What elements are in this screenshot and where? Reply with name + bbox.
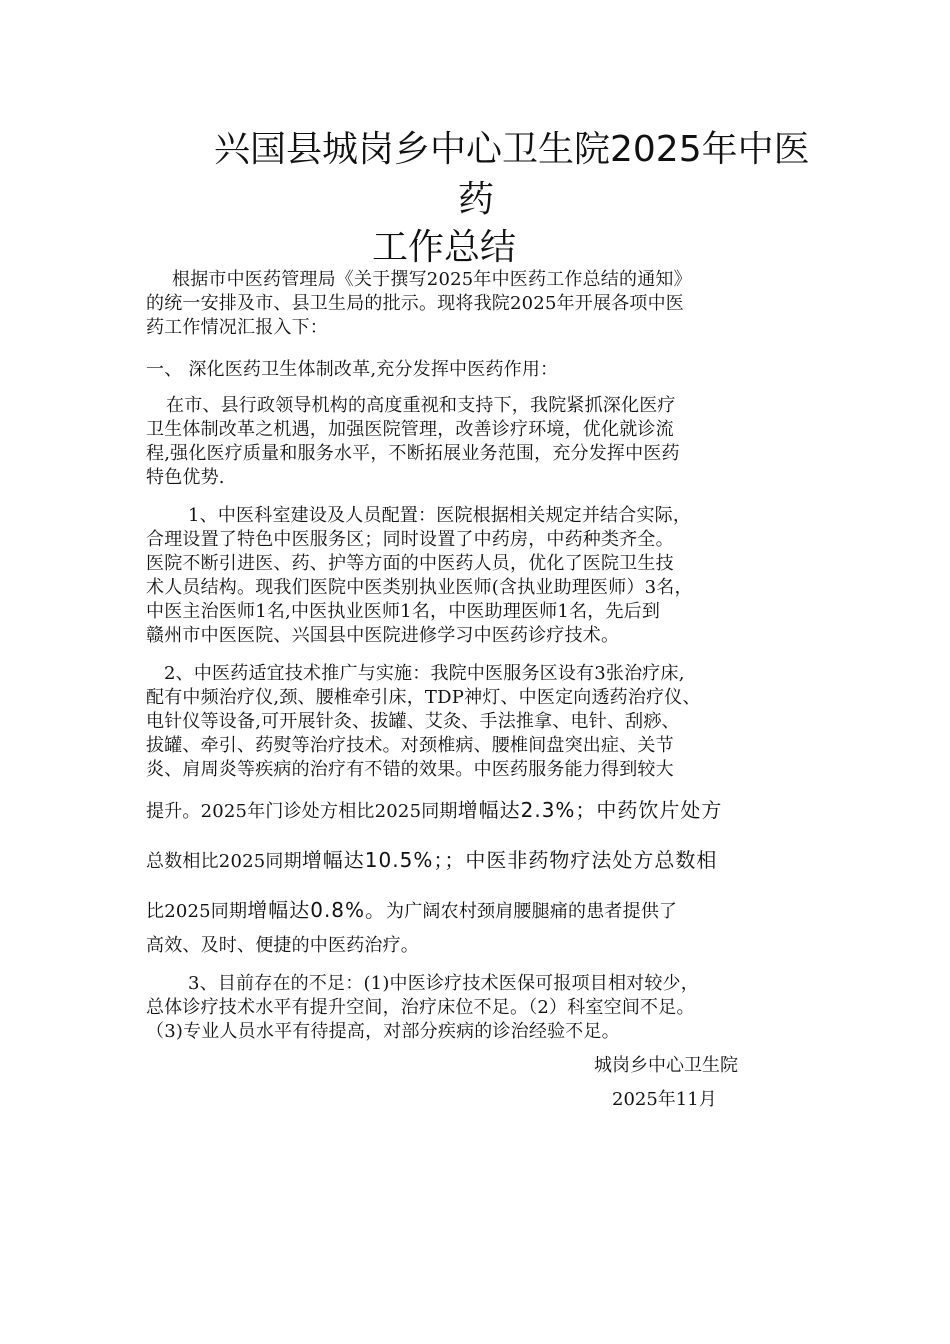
item-2-paragraph — [146, 662, 822, 782]
growth-text: 总数相比2025同期 — [146, 851, 302, 872]
item-2-growth-line-2 — [146, 848, 822, 874]
growth-line — [146, 798, 822, 824]
item-line: 医院不断引进医、药、护等方面的中医药人员，优化了医院卫生技 — [146, 553, 674, 574]
growth-text: 比2025同期 — [146, 901, 248, 922]
intro-line: 的统一安排及市、县卫生局的批示。现将我院2025年开展各项中医 — [146, 293, 685, 314]
item-line: 3、目前存在的不足：(1)中医诊疗技术医保可报项目相对较少， — [188, 973, 699, 994]
body-line: 卫生体制改革之机遇，加强医院管理，改善诊疗环境，优化就诊流 — [146, 419, 674, 440]
section-1-heading — [146, 358, 822, 382]
growth-figure: 增幅达0.8%。 — [247, 898, 387, 922]
item-2-growth-line-1 — [146, 798, 822, 824]
growth-line — [146, 848, 822, 874]
growth-figure: 增幅达2.3%；中药饮片处方 — [457, 798, 723, 822]
item-line: 1、中医科室建设及人员配置：医院根据相关规定并结合实际， — [188, 505, 692, 526]
growth-text: 提升。2025年门诊处方相比2025同期 — [146, 801, 458, 822]
growth-line — [146, 898, 822, 924]
signature-organization: 城岗乡中心卫生院 — [594, 1055, 738, 1076]
section-1-body — [146, 394, 822, 490]
growth-figure: 增幅达10.5%；；中医非药物疗法处方总数相 — [301, 848, 718, 872]
title-line-2: 药 — [458, 179, 495, 220]
body-line: 在市、县行政领导机构的高度重视和支持下，我院紧抓深化医疗 — [166, 395, 676, 416]
body-line: 特色优势. — [146, 467, 225, 488]
item-line: 赣州市中医医院、兴国县中医院进修学习中医药诊疗技术。 — [146, 625, 620, 646]
body-line: 程,强化医疗质量和服务水平，不断拓展业务范围，充分发挥中医药 — [146, 443, 680, 464]
item-line: 术人员结构。现我们医院中医类别执业医师(含执业助理医师）3名， — [146, 577, 693, 598]
item-line: 配有中频治疗仪,颈、腰椎牵引床，TDP神灯、中医定向透药治疗仪、 — [146, 687, 701, 708]
intro-line: 根据市中医药管理局《关于撰写2025年中医药工作总结的通知》 — [172, 269, 692, 290]
item-line: 炎、肩周炎等疾病的治疗有不错的效果。中医药服务能力得到较大 — [146, 759, 674, 780]
item-line: 合理设置了特色中医服务区；同时设置了中药房，中药种类齐全。 — [146, 529, 674, 550]
item-1-paragraph — [146, 504, 822, 648]
title-line-3: 工作总结 — [372, 227, 517, 268]
item-line: （3)专业人员水平有待提高，对部分疾病的诊治经验不足。 — [146, 1021, 620, 1042]
item-line: 2、中医药适宜技术推广与实施：我院中医服务区设有3张治疗床, — [164, 663, 685, 684]
item-line: 总体诊疗技术水平有提升空间，治疗床位不足。（2）科室空间不足。 — [146, 997, 695, 1018]
title-line-1: 兴国县城岗乡中心卫生院2025年中医 — [214, 129, 810, 170]
item-line: 高效、及时、便捷的中医药治疗。 — [146, 935, 419, 956]
item-2-closing — [146, 934, 822, 958]
item-3-paragraph — [146, 972, 822, 1044]
item-line: 电针仪等设备,可开展针灸、拔罐、艾灸、手法推拿、电针、刮痧、 — [146, 711, 680, 732]
item-line: 中医主治医师1名,中医执业医师1名，中医助理医师1名，先后到 — [146, 601, 661, 622]
item-2-growth-line-3 — [146, 898, 822, 924]
intro-line: 药工作情况汇报入下： — [146, 317, 328, 338]
growth-text: 为广阔农村颈肩腰腿痛的患者提供了 — [386, 901, 678, 922]
section-heading-text: 一、 深化医药卫生体制改革,充分发挥中医药作用： — [146, 359, 559, 380]
item-line: 拔罐、牵引、药熨等治疗技术。对颈椎病、腰椎间盘突出症、关节 — [146, 735, 674, 756]
intro-paragraph — [146, 268, 822, 340]
signature-date: 2025年11月 — [612, 1089, 717, 1110]
